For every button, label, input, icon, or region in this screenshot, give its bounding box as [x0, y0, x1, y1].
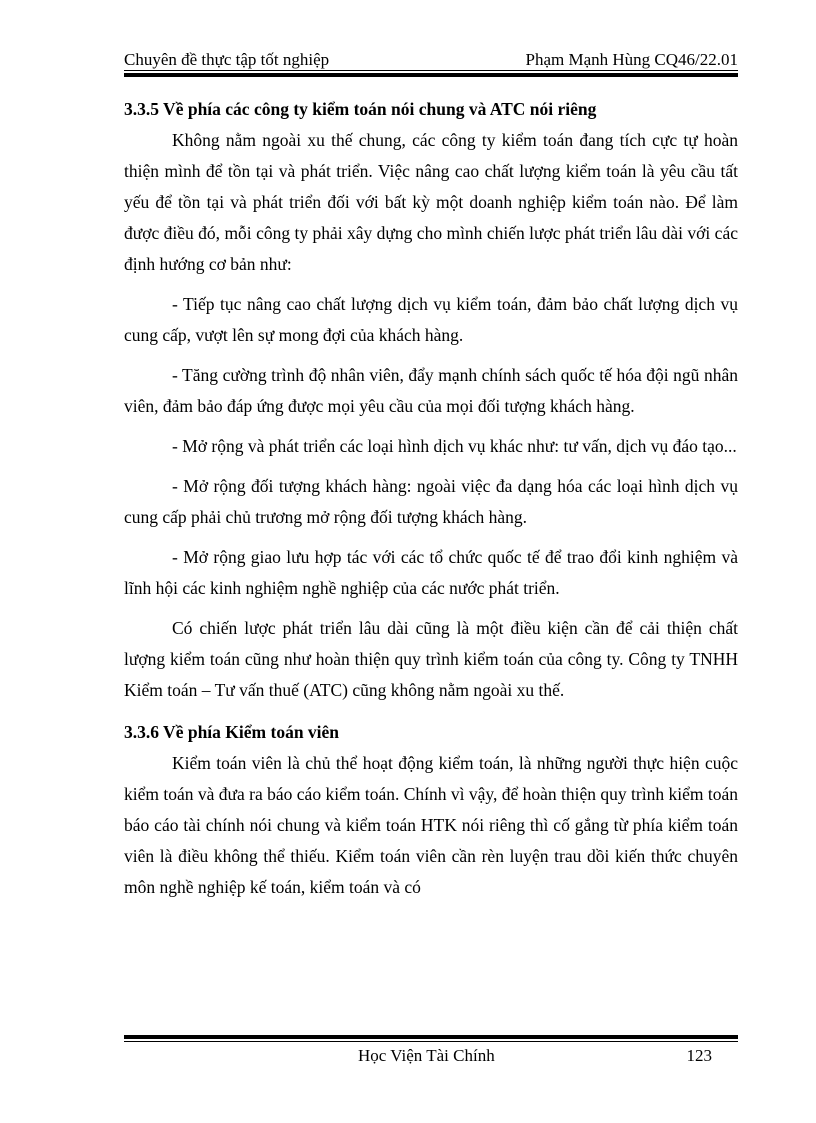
list-item: - Mở rộng đối tượng khách hàng: ngoài việc đa dạng hóa các loại hình dịch vụ cung cấp phải chủ trương mở rộng đối tượng khách hàng. — [124, 476, 738, 527]
section-heading-3-3-5: 3.3.5 Về phía các công ty kiểm toán nói chung và ATC nói riêng — [124, 99, 597, 119]
document-body — [124, 94, 738, 903]
list-item: - Mở rộng và phát triển các loại hình dịch vụ khác như: tư vấn, dịch vụ đáo tạo... — [172, 436, 737, 456]
header-rule-thin — [124, 70, 738, 71]
header-author: Phạm Mạnh Hùng CQ46/22.01 — [525, 50, 738, 69]
footer-rule-thick — [124, 1035, 738, 1039]
list-item: - Tăng cường trình độ nhân viên, đẩy mạnh chính sách quốc tế hóa đội ngũ nhân viên, đảm bảo đáp ứng được mọi yêu cầu của mọi đối tượng khách hàng. — [124, 365, 738, 416]
paragraph: Có chiến lược phát triển lâu dài cũng là một điều kiện cần để cải thiện chất lượng kiểm toán cũng như hoàn thiện quy trình kiểm toán của công ty. Công ty TNHH Kiểm toán – Tư vấn thuế (ATC) cũng không nằm ngoài xu thế. — [124, 618, 738, 700]
footer-rule-thin — [124, 1041, 738, 1042]
paragraph: Kiểm toán viên là chủ thể hoạt động kiểm toán, là những người thực hiện cuộc kiểm toán và đưa ra báo cáo kiểm toán. Chính vì vậy, để hoàn thiện quy trình kiểm toán báo cáo tài chính nói chung và kiểm toán HTK nói riêng thì cố gắng từ phía kiểm toán viên là điều không thể thiếu. Kiểm toán viên cần rèn luyện trau dồi kiến thức chuyên môn nghề nghiệp kế toán, kiểm toán và có — [124, 753, 738, 897]
header-title: Chuyên đề thực tập tốt nghiệp — [124, 50, 330, 69]
page-footer — [124, 1046, 738, 1068]
page-number: 123 — [686, 1046, 712, 1065]
page-header — [124, 48, 738, 70]
list-item: - Tiếp tục nâng cao chất lượng dịch vụ kiểm toán, đảm bảo chất lượng dịch vụ cung cấp, vượt lên sự mong đợi của khách hàng. — [124, 294, 738, 345]
footer-institution: Học Viện Tài Chính — [358, 1046, 495, 1065]
header-rule-thick — [124, 73, 738, 77]
list-item: - Mở rộng giao lưu hợp tác với các tổ chức quốc tế để trao đổi kinh nghiệm và lĩnh hội các kinh nghiệm nghề nghiệp của các nước phát triển. — [124, 547, 738, 598]
paragraph: Không nằm ngoài xu thế chung, các công ty kiểm toán đang tích cực tự hoàn thiện mình để tồn tại và phát triển. Việc nâng cao chất lượng kiểm toán là yêu cầu tất yếu để tồn tại và phát triển đối với bất kỳ một doanh nghiệp kiểm toán nào. Để làm được điều đó, mỗi công ty phải xây dựng cho mình chiến lược phát triển lâu dài với các định hướng cơ bản như: — [124, 130, 738, 274]
section-heading-3-3-6: 3.3.6 Về phía Kiểm toán viên — [124, 722, 340, 742]
